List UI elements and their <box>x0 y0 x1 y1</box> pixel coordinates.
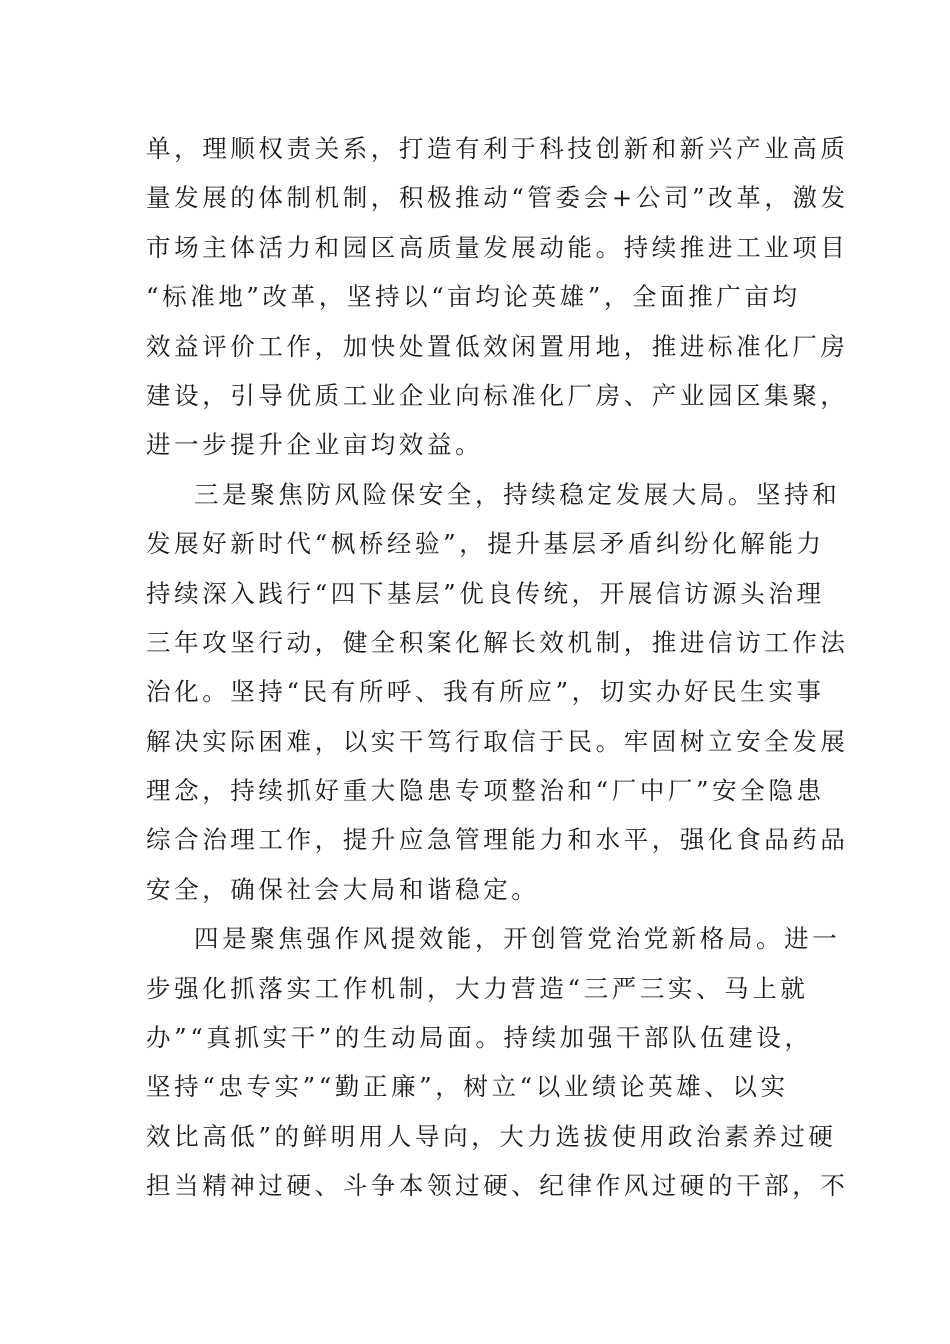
text-line: 量发展的体制机制，积极推动“管委会+公司”改革，激发 <box>146 183 849 213</box>
text-line: 办”“真抓实干”的生动局面。持续加强干部队伍建设， <box>146 1023 813 1053</box>
document-body <box>146 124 849 1211</box>
text-line: 坚持“忠专实”“勤正廉”，树立“以业绩论英雄、以实 <box>146 1072 789 1102</box>
text-line: 市场主体活力和园区高质量发展动能。持续推进工业项目 <box>146 232 849 262</box>
text-line: 解决实际困难，以实干笃行取信于民。牢固树立安全发展 <box>146 726 849 756</box>
text-line: 治化。坚持“民有所呼、我有所应”，切实办好民生实事 <box>146 677 825 707</box>
text-line: 理念，持续抓好重大隐患专项整治和“厂中厂”安全隐患 <box>146 776 825 806</box>
text-line: 安全，确保社会大局和谐稳定。 <box>146 874 540 904</box>
paragraph-start-line: 三是聚焦防风险保安全，持续稳定发展大局。坚持和 <box>194 479 841 509</box>
text-line: 单，理顺权责关系，打造有利于科技创新和新兴产业高质 <box>146 134 849 163</box>
text-line: 三年攻坚行动，健全积案化解长效机制，推进信访工作法 <box>146 627 849 657</box>
text-line: 效益评价工作，加快处置低效闲置用地，推进标准化厂房 <box>146 331 849 361</box>
text-line: 持续深入践行“四下基层”优良传统，开展信访源头治理 <box>146 578 825 608</box>
text-line: 步强化抓落实工作机制，大力营造“三严三实、马上就 <box>146 973 809 1003</box>
text-line: 担当精神过硬、斗争本领过硬、纪律作风过硬的干部，不 <box>146 1171 849 1201</box>
text-line: 建设，引导优质工业企业向标准化厂房、产业园区集聚， <box>146 380 849 410</box>
text-line: “标准地”改革，坚持以“亩均论英雄”，全面推广亩均 <box>146 282 801 312</box>
text-line: 发展好新时代“枫桥经验”，提升基层矛盾纠纷化解能力 <box>146 529 825 559</box>
text-line: 综合治理工作，提升应急管理能力和水平，强化食品药品 <box>146 825 849 855</box>
paragraph-start-line: 四是聚焦强作风提效能，开创管党治党新格局。进一 <box>194 924 841 954</box>
text-line: 进一步提升企业亩均效益。 <box>146 430 484 460</box>
text-line: 效比高低”的鲜明用人导向，大力选拔使用政治素养过硬 <box>146 1121 837 1151</box>
